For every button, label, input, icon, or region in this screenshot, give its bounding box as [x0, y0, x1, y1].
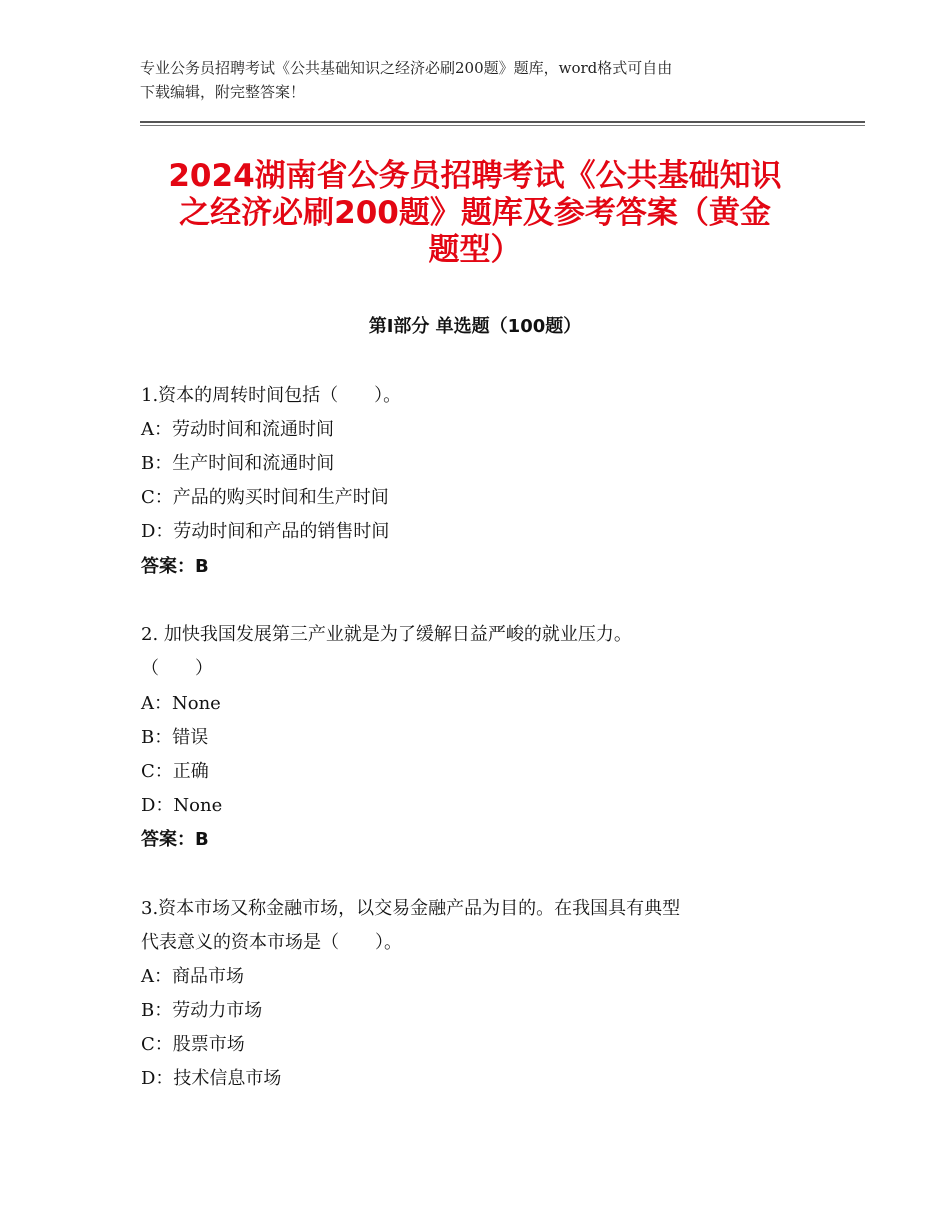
question-1-option-c: C：产品的购买时间和生产时间 — [141, 487, 389, 508]
header-note — [140, 56, 810, 104]
question-2-option-d: D：None — [141, 795, 223, 816]
header-divider-thick — [140, 121, 865, 123]
question-3-stem-line-2: 代表意义的资本市场是（ ）。 — [141, 932, 402, 953]
header-note-line-1: 专业公务员招聘考试《公共基础知识之经济必刷200题》题库，word格式可自由 — [140, 59, 673, 77]
question-2-option-a: A：None — [141, 693, 221, 714]
question-2-option-c: C：正确 — [141, 761, 209, 782]
header-note-line-2: 下载编辑，附完整答案！ — [140, 83, 306, 101]
question-1-option-b: B：生产时间和流通时间 — [141, 453, 335, 474]
document-title-line-3: 题型） — [428, 232, 522, 268]
document-title — [120, 158, 830, 269]
question-3-option-b: B：劳动力市场 — [141, 1000, 263, 1021]
question-1-stem: 1.资本的周转时间包括（ ）。 — [141, 385, 402, 406]
question-2-stem-line-2: （ ） — [141, 658, 213, 679]
question-1-answer: 答案：B — [141, 556, 209, 577]
question-3-option-c: C：股票市场 — [141, 1034, 245, 1055]
document-title-line-1: 2024湖南省公务员招聘考试《公共基础知识 — [168, 158, 782, 194]
question-3-option-a: A：商品市场 — [141, 966, 244, 987]
question-2-answer: 答案：B — [141, 829, 209, 850]
question-2-stem-line-1: 2. 加快我国发展第三产业就是为了缓解日益严峻的就业压力。 — [141, 624, 632, 645]
header-divider-thin — [140, 125, 865, 126]
question-2-option-b: B：错误 — [141, 727, 209, 748]
document-title-line-2: 之经济必刷200题》题库及参考答案（黄金 — [179, 195, 771, 231]
question-3-stem-line-1: 3.资本市场又称金融市场，以交易金融产品为目的。在我国具有典型 — [141, 898, 681, 919]
question-1-option-d: D：劳动时间和产品的销售时间 — [141, 521, 390, 542]
section-title: 第Ⅰ部分 单选题（100题） — [368, 316, 582, 337]
question-3-option-d: D：技术信息市场 — [141, 1068, 282, 1089]
question-1-option-a: A：劳动时间和流通时间 — [141, 419, 334, 440]
